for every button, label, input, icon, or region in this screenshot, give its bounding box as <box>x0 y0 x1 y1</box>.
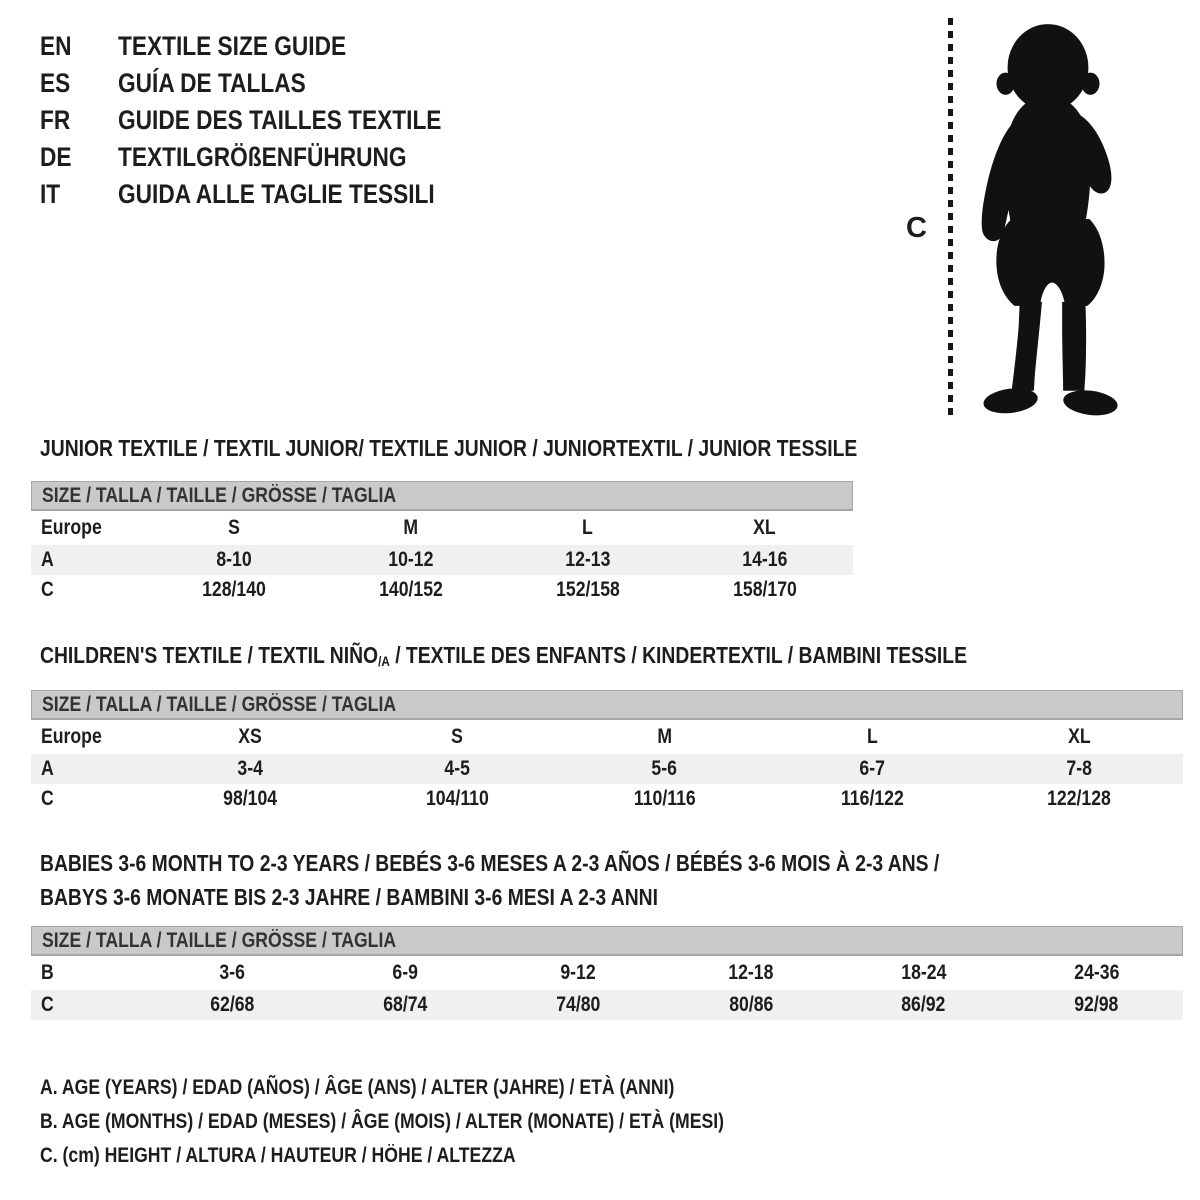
height-cell: 140/152 <box>379 578 444 601</box>
size-cell: XL <box>1068 725 1091 748</box>
height-cell: 92/98 <box>1074 993 1119 1016</box>
height-cell: 158/170 <box>732 578 797 601</box>
table-row-age-years <box>31 754 1183 784</box>
language-code: ES <box>40 68 71 98</box>
junior-section-title: JUNIOR TEXTILE / TEXTIL JUNIOR/ TEXTILE JUNIOR / JUNIORTEXTIL / JUNIOR TESSILE <box>40 435 858 461</box>
size-header-label: SIZE / TALLA / TAILLE / GRÖSSE / TAGLIA <box>42 928 397 952</box>
language-code: FR <box>40 105 71 135</box>
row-label: Europe <box>41 516 102 539</box>
age-cell: 7-8 <box>1066 757 1093 780</box>
height-cell: 128/140 <box>202 578 267 601</box>
size-cell: L <box>582 516 594 539</box>
junior-size-table <box>31 481 853 605</box>
age-cell: 6-9 <box>392 961 418 984</box>
size-cell: L <box>866 725 878 748</box>
nino-a-subscript: /A <box>378 653 390 669</box>
height-cell: 80/86 <box>728 993 773 1016</box>
table-row-height-cm <box>31 990 1183 1020</box>
age-cell: 24-36 <box>1073 961 1120 984</box>
size-cell: M <box>403 516 419 539</box>
height-measure-dashed-line <box>948 18 953 416</box>
table-row-height-cm <box>31 784 1183 814</box>
size-header-bar <box>31 481 853 511</box>
language-row-it <box>40 176 503 213</box>
language-title: TEXTILGRÖßENFÜHRUNG <box>118 142 407 172</box>
row-label: C <box>41 787 54 810</box>
table-row-europe <box>31 720 1183 754</box>
age-cell: 4-5 <box>444 757 470 780</box>
age-cell: 12-18 <box>728 961 774 984</box>
size-header-label: SIZE / TALLA / TAILLE / GRÖSSE / TAGLIA <box>42 483 397 507</box>
age-cell: 5-6 <box>651 757 678 780</box>
table-row-europe <box>31 511 853 545</box>
babies-title-line2: BABYS 3-6 MONATE BIS 2-3 JAHRE / BAMBINI 3-6 MESI A 2-3 ANNI <box>40 884 658 910</box>
size-cell: S <box>228 516 241 539</box>
age-cell: 3-6 <box>219 961 246 984</box>
language-row-de <box>40 139 503 176</box>
language-code: DE <box>40 142 72 172</box>
height-cell: 74/80 <box>555 993 601 1016</box>
size-header-bar <box>31 690 1183 720</box>
row-label: C <box>41 578 54 601</box>
language-row-en <box>40 28 503 65</box>
language-code: EN <box>40 31 72 61</box>
height-cell: 86/92 <box>901 993 946 1016</box>
language-row-fr <box>40 102 503 139</box>
row-label: B <box>41 961 54 984</box>
age-cell: 3-4 <box>236 757 263 780</box>
language-code: IT <box>40 179 61 209</box>
size-cell: M <box>657 725 672 748</box>
row-label: A <box>41 548 54 571</box>
age-cell: 14-16 <box>742 548 788 571</box>
legend-line-c: C. (cm) HEIGHT / ALTURA / HAUTEUR / HÖHE / ALTEZZA <box>40 1144 516 1167</box>
age-cell: 6-7 <box>859 757 885 780</box>
age-cell: 18-24 <box>901 961 947 984</box>
age-cell: 10-12 <box>388 548 434 571</box>
babies-section-title <box>40 849 1111 917</box>
height-cell: 110/116 <box>633 787 696 810</box>
table-row-age-months <box>31 956 1183 990</box>
legend-line-b: B. AGE (MONTHS) / EDAD (MESES) / ÂGE (MOIS) / ALTER (MONATE) / ETÀ (MESI) <box>40 1110 725 1133</box>
age-cell: 9-12 <box>560 961 596 984</box>
legend <box>40 1071 854 1173</box>
table-row-height-cm <box>31 575 853 605</box>
height-cell: 98/104 <box>222 787 277 810</box>
size-cell: XL <box>753 516 776 539</box>
legend-line-a: A. AGE (YEARS) / EDAD (AÑOS) / ÂGE (ANS) / ALTER (JAHRE) / ETÀ (ANNI) <box>40 1076 675 1099</box>
height-cell: 152/158 <box>555 578 620 601</box>
language-title: TEXTILE SIZE GUIDE <box>118 31 347 61</box>
size-cell: XS <box>237 725 262 748</box>
height-cell: 122/128 <box>1047 787 1112 810</box>
table-row-age-years <box>31 545 853 575</box>
children-size-table <box>31 690 1183 814</box>
height-cell: 68/74 <box>383 993 428 1016</box>
height-cell: 104/110 <box>425 787 489 810</box>
height-cell: 62/68 <box>210 993 255 1016</box>
row-label: A <box>41 757 54 780</box>
size-cell: S <box>451 725 463 748</box>
language-row-es <box>40 65 503 102</box>
language-title: GUÍA DE TALLAS <box>118 68 306 98</box>
children-section-title: CHILDREN'S TEXTILE / TEXTIL NIÑO/A / TEXTILE DES ENFANTS / KINDERTEXTIL / BAMBINI TESSILE <box>40 642 967 669</box>
height-measure-label: C <box>906 212 927 244</box>
babies-title-line1: BABIES 3-6 MONTH TO 2-3 YEARS / BEBÉS 3-6 MESES A 2-3 AÑOS / BÉBÉS 3-6 MOIS À 2-3 ANS / <box>40 850 940 876</box>
row-label: Europe <box>41 725 102 748</box>
size-header-bar <box>31 926 1183 956</box>
babies-size-table <box>31 926 1183 1020</box>
language-title: GUIDE DES TAILLES TEXTILE <box>118 105 442 135</box>
language-title: GUIDA ALLE TAGLIE TESSILI <box>118 179 435 209</box>
language-header <box>40 28 503 213</box>
height-cell: 116/122 <box>840 787 904 810</box>
toddler-silhouette-icon <box>963 15 1135 419</box>
size-header-label: SIZE / TALLA / TAILLE / GRÖSSE / TAGLIA <box>42 692 397 716</box>
age-cell: 8-10 <box>216 548 253 571</box>
age-cell: 12-13 <box>565 548 611 571</box>
row-label: C <box>41 993 54 1016</box>
